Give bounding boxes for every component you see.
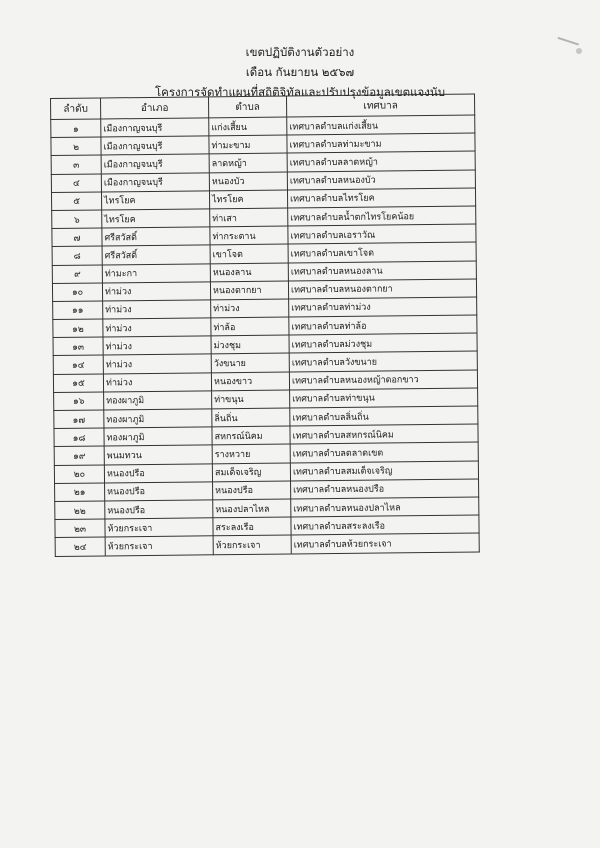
row-amphoe: ทองผาภูมิ [104, 409, 212, 428]
row-municipality: เทศบาลตำบลท่าล้อ [289, 315, 477, 335]
row-tambon: วังขนาย [211, 353, 289, 372]
row-no: ๑๖ [54, 392, 104, 411]
row-no: ๒๐ [54, 465, 104, 484]
row-no: ๒ [51, 137, 101, 156]
row-municipality: เทศบาลตำบลหนองปลาไหล [291, 497, 479, 517]
row-municipality: เทศบาลตำบลท่ามะขาม [287, 133, 475, 153]
header-tambon: ตำบล [208, 96, 286, 118]
row-amphoe: ไทรโยค [101, 191, 209, 210]
row-tambon: ท่าขนุน [212, 390, 290, 409]
row-amphoe: ท่ามะกา [102, 263, 210, 282]
row-tambon: ลาดหญ้า [209, 153, 287, 172]
row-municipality: เทศบาลตำบลหนองลาน [288, 261, 476, 281]
row-amphoe: ทองผาภูมิ [104, 427, 212, 446]
row-tambon: หนองลาน [210, 263, 288, 282]
row-tambon: หนองบัว [209, 172, 287, 191]
row-tambon: หนองตากยา [210, 281, 288, 300]
row-tambon: ท่ากระดาน [210, 226, 288, 245]
row-amphoe: ศรีสวัสดิ์ [102, 245, 210, 264]
row-no: ๘ [52, 246, 102, 265]
row-amphoe: หนองปรือ [105, 482, 213, 501]
row-tambon: สมเด็จเจริญ [212, 463, 290, 482]
table-row [55, 533, 479, 556]
row-no: ๒๒ [55, 501, 105, 520]
row-tambon: ท่าเสา [210, 208, 288, 227]
row-no: ๖ [52, 210, 102, 229]
row-municipality: เทศบาลตำบลวังขนาย [289, 351, 477, 371]
row-tambon: หนองปรือ [213, 481, 291, 500]
row-no: ๑๐ [52, 283, 102, 302]
row-amphoe: หนองปรือ [104, 463, 212, 482]
row-no: ๕ [51, 192, 101, 211]
row-no: ๑๑ [53, 301, 103, 320]
row-no: ๑๘ [54, 428, 104, 447]
row-amphoe: ทองผาภูมิ [104, 391, 212, 410]
row-tambon: ลิ่นถิ่น [212, 408, 290, 427]
row-amphoe: ท่าม่วง [103, 372, 211, 391]
row-no: ๑๗ [54, 410, 104, 429]
row-amphoe: เมืองกาญจนบุรี [101, 118, 209, 137]
row-tambon: หนองขาว [211, 372, 289, 391]
row-tambon: สหกรณ์นิคม [212, 426, 290, 445]
row-municipality: เทศบาลตำบลท่าขนุน [290, 388, 478, 408]
row-no: ๑ [51, 119, 101, 138]
row-no: ๔ [51, 174, 101, 193]
header-amphoe: อำเภอ [101, 97, 209, 119]
heading-line-1: เขตปฏิบัติงานตัวอย่าง [245, 45, 355, 59]
heading-line-3: โครงการจัดทำแผนที่สถิติจิทัลและปรับปรุงข้อมูลเขตแจงนับ [155, 85, 445, 99]
row-amphoe: เมืองกาญจนบุรี [101, 154, 209, 173]
row-tambon: ม่วงชุม [211, 335, 289, 354]
row-municipality: เทศบาลตำบลเขาโจด [288, 242, 476, 262]
row-amphoe: พนมทวน [104, 445, 212, 464]
row-tambon: ท่าล้อ [211, 317, 289, 336]
row-amphoe: เมืองกาญจนบุรี [101, 136, 209, 155]
row-tambon: แก่งเสี้ยน [209, 117, 287, 136]
row-tambon: ห้วยกระเจา [213, 535, 291, 554]
row-tambon: สระลงเรือ [213, 517, 291, 536]
row-amphoe: ท่าม่วง [102, 282, 210, 301]
row-municipality: เทศบาลตำบลหนองปรือ [291, 479, 479, 499]
row-amphoe: เมืองกาญจนบุรี [101, 172, 209, 191]
row-no: ๑๙ [54, 446, 104, 465]
row-municipality: เทศบาลตำบลเอราวัณ [288, 224, 476, 244]
row-no: ๒๔ [55, 537, 105, 556]
row-municipality: เทศบาลตำบลลิ่นถิ่น [290, 406, 478, 426]
row-municipality: เทศบาลตำบลสมเด็จเจริญ [290, 461, 478, 481]
row-municipality: เทศบาลตำบลห้วยกระเจา [291, 533, 479, 553]
row-tambon: หนองปลาไหล [213, 499, 291, 518]
row-municipality: เทศบาลตำบลม่วงชุม [289, 333, 477, 353]
row-amphoe: ท่าม่วง [103, 318, 211, 337]
row-municipality: เทศบาลตำบลตลาดเขต [290, 442, 478, 462]
row-municipality: เทศบาลตำบลท่าม่วง [289, 297, 477, 317]
row-no: ๒๓ [55, 519, 105, 538]
row-municipality: เทศบาลตำบลสระลงเรือ [291, 515, 479, 535]
row-municipality: เทศบาลตำบลน้ำตกไทรโยคน้อย [288, 206, 476, 226]
header-municipality: เทศบาล [286, 94, 474, 117]
row-tambon: ไทรโยค [209, 190, 287, 209]
row-tambon: เขาโจด [210, 244, 288, 263]
row-amphoe: ท่าม่วง [103, 336, 211, 355]
row-municipality: เทศบาลตำบลสหกรณ์นิคม [290, 424, 478, 444]
row-amphoe: หนองปรือ [105, 500, 213, 519]
document-heading [0, 42, 600, 102]
row-tambon: ท่าม่วง [211, 299, 289, 318]
row-amphoe: ห้วยกระเจา [105, 518, 213, 537]
row-municipality: เทศบาลตำบลหนองตากยา [288, 279, 476, 299]
row-no: ๑๓ [53, 337, 103, 356]
row-no: ๙ [52, 264, 102, 283]
row-no: ๑๔ [53, 355, 103, 374]
row-municipality: เทศบาลตำบลลาดหญ้า [287, 151, 475, 171]
row-no: ๒๑ [55, 483, 105, 502]
header-no: ลำดับ [51, 98, 101, 120]
row-tambon: ท่ามะขาม [209, 135, 287, 154]
row-amphoe: ท่าม่วง [103, 354, 211, 373]
row-amphoe: ศรีสวัสดิ์ [102, 227, 210, 246]
row-no: ๓ [51, 155, 101, 174]
row-municipality: เทศบาลตำบลหนองหญ้าดอกขาว [289, 370, 477, 390]
row-municipality: เทศบาลตำบลไทรโยค [287, 188, 475, 208]
row-no: ๑๕ [53, 374, 103, 393]
row-municipality: เทศบาลตำบลแก่งเสี้ยน [287, 115, 475, 135]
row-amphoe: ท่าม่วง [103, 300, 211, 319]
row-amphoe: ห้วยกระเจา [105, 536, 213, 555]
row-no: ๗ [52, 228, 102, 247]
row-no: ๑๒ [53, 319, 103, 338]
heading-line-2: เดือน กันยายน ๒๕๖๗ [245, 65, 355, 79]
municipality-table [50, 94, 480, 557]
row-tambon: รางหวาย [212, 444, 290, 463]
row-amphoe: ไทรโยค [102, 209, 210, 228]
row-municipality: เทศบาลตำบลหนองบัว [287, 170, 475, 190]
